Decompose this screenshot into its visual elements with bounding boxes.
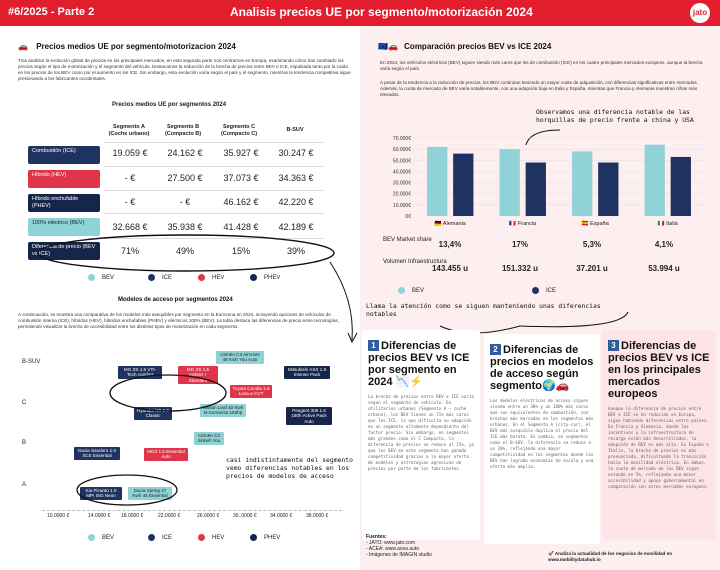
y-tick-label: 50.000€ [392,158,411,165]
bev-dot [398,287,405,294]
model-label: MG ZS 1.5 Hybrid + Standard [178,366,218,384]
model-label: MG3 1.5 Essential Auto [144,448,188,461]
legend-label: ICE [162,275,173,281]
y-tick-label: 30.000€ [392,180,411,187]
share-value: 4,1% [654,240,674,249]
table-cell: 24.162 € [167,148,203,158]
card-3 [602,330,716,540]
y-tick-label: 20.000€ [392,191,411,198]
table-cell: 19.059 € [112,148,148,158]
y-tick-label: 10.000€ [392,202,411,209]
share-value: 17% [511,240,528,249]
legend-label: HEV [212,535,225,541]
bar-ice [598,163,618,216]
model-label: Peugeot 308 1.6 180h Active Pack Auto [286,407,332,425]
model-label: MG ZS 1.5 VTI-Tech comfort [118,366,162,379]
col-header: Segmento A (Coche urbano) [108,124,150,137]
table-cell: 46.162 € [223,197,259,207]
legend-label: PHEV [264,535,281,541]
seg-label: A [22,482,27,488]
x-tick: 34.0000 € [270,513,293,519]
table-cell: 49% [175,246,194,256]
table-cell: 42.220 € [278,197,314,207]
source-item: - JATO: www.jato.com [366,540,415,546]
bar-bev [572,151,592,216]
infra-value: 53.994 u [648,264,680,273]
car-icon: 🚗 [18,42,28,51]
table-cell: 34.363 € [278,173,314,183]
table-cell: 30.247 € [278,148,314,158]
model-label: Citroën C3 Aircross 48 Kwh You Auto [216,351,264,364]
section2-text: A continuación, se muestra una comparativa de los modelos más asequibles por segmento en la Eurozona en 2024, incluyendo opciones de vehículos de combustión interna (ICE), híbridos (HEV), híbridos enchufables (PHEV) y eléctricos 100% (BEV). La tabla destaca las diferencias de precio entre tecnologías, permitiendo visualizar la brecha de accesibilidad entre los distintos tipos de motorización en cada segmento. [18,312,339,329]
card-title: 2 Diferencias de precios en modelos de acceso según segmento🌍🚗 [490,344,594,392]
model-label: Kia Picanto 1.0 MPI ISG Neon [80,487,122,500]
ice-dot [532,287,539,294]
right-section-title: 🇪🇺🚗 Comparación precios BEV vs ICE 2024 [378,42,552,51]
handwritten-note-chart: Observamos una diferencia notable de las horquillas de precio frente a china y USA [536,108,694,124]
table-cell: 41.428 € [223,222,259,232]
model-label: Nissan Leaf 40 Kwh N-Connecta 150hp [200,404,246,417]
sources [366,534,432,558]
share-value: 13,4% [438,240,462,249]
section1-title: 🚗 Precios medios UE por segmento/motorizacion 2024 [18,42,236,51]
seg-label: B-SUV [22,359,41,365]
table-cell: 39% [286,246,305,256]
y-tick-label: 40.000€ [392,169,411,176]
issue-label: #6/2025 - Parte 2 [8,6,95,18]
infra-value: 37.201 u [576,264,608,273]
model-label: Citroën C3 44Kwh You [194,432,224,445]
card-2 [484,334,600,544]
legend-label: BEV [102,275,115,281]
legend-label: PHEV [264,275,281,281]
card-text: La brecha de precios entre BEV e ICE varía según el segmento de vehículo. En utilitarios urbanos (Segmento A – coche urbano), los BEV tienen un 71% más caros que los ICE, lo que dificulta su adopción en un segmento altamente dependiente del factor precio. Sin embargo, en segmentos más grandes como el C Compacto, la diferencia de precios se reduce al 15%, ya que los BEV en este segmento han ganado competitividad gracias a la mayor oferta de modelos y estrategias agresivas de precios por parte de los fabricantes. [368,394,474,471]
y-tick-label: 60.000€ [392,147,411,154]
col-header: Segmento C (Compacto C) [220,124,258,137]
bar-bev [427,147,447,216]
x-tick: 22.0000 € [158,513,181,519]
right-text-1: En 2024, los vehículos eléctricos (BEV) siguen siendo más caros que los de combustión (ICE) en los cuatro principales mercados europeos, aunque la brecha varía según el país. [380,60,703,71]
card-1 [362,330,480,540]
table-cell: 27.500 € [167,173,203,183]
source-item: - Imágenes de IMAGIN studio [366,552,432,558]
card-text: Aunque la diferencia de precios entre BEV e ICE se ha reducido en Europa, sigue habiendo diferencias entre países. En Francia y Alemania, donde los incentivos y la infraestructura de recarga están más desarrollados, la adopción de BEV es más alta. En España e Italia, la brecha de precios es más pronunciada, dificultando la transición hacia la movilidad eléctrica. En ambos, la cuota de mercado de los BEV sigue estando en 5%, reflejando una menor accesibilidad y apoyo gubernamental en comparación con otros mercados europeos. [608,406,709,489]
card-title: 3 Diferencias de precios BEV vs ICE en los principales mercados europeos [608,340,710,400]
x-tick: 10.0000 € [47,513,70,519]
table-title: Precios medios UE por segmentos 2024 [112,102,227,108]
legend-label: HEV [212,275,225,281]
model-label: Hyundai i30 1.0 Classic [134,407,172,420]
table-cell: - € [124,197,136,207]
table-cell: 15% [231,246,250,256]
y-tick-label: 0€ [405,214,411,220]
infra-label: Volumen Infraestructura [383,259,447,265]
legend-label: ICE [162,535,173,541]
table-cell: 71% [120,246,139,256]
card-title: 1 Diferencias de precios BEV vs ICE por segmento en 2024 📉⚡ [368,340,470,388]
section1-text: Tras analizar la evolución global de precios en los principales mercados, en esta segunda parte nos centramos en Europa, examinando cómo han cambiado los precios según el tipo de motorización y el segmento del vehículo. Destacamos la reducción de la brecha de precios entre BEV e ICE, impulsada tanto por la caída en los precios de los BEV como por el aumento en los ICE. Sin embargo, esta evolución varía según el país y el segmento, mientras la tendencia competitiva sigue presionando a los fabricantes occidentales. [18,58,351,81]
legend-label: BEV [412,288,425,294]
card-text: Los modelos eléctricos de acceso siguen siendo entre un 30% y un 100% más caros que sus equivalentes de combustión, con brechas más marcadas en los segmentos más urbanos. En el Segmento A (city-car), el BEV más asequible duplica el precio del ICE más barato. En cambio, en segmentos como el B-SUV, la diferencia se reduce a un 20%, reflejando una mayor competitividad en los segmentos donde los BEV han logrado economías de escala y una oferta más amplia. [490,398,594,469]
bev-ice-bar-chart [380,134,710,232]
table-cell: 37.073 € [223,173,259,183]
row-label-hev: Híbrido (HEV) [28,170,100,188]
x-tick: 18.0000 € [121,513,144,519]
col-header: Segmento B (Compacto B) [164,124,202,137]
table-cell: 35.938 € [167,222,203,232]
bar-ice [526,163,546,216]
x-tick: 38.0000 € [306,513,329,519]
table-cell: 35.927 € [223,148,259,158]
footer-tagline[interactable]: 🚀 Analiza la actualidad de los negocios de movilidad en www.mobilitydatahub.io [548,551,672,562]
x-tick: 30..0000 € [233,513,257,519]
seg-label: C [22,400,27,406]
right-text-2: A pesar de la tendencia a la reducción de precios, los BEV continúan teniendo un mayor coste de adquisición, con diferencias significativas entre mercados. Además, la cuota de mercado de BEV varía notablemente, con una adopción baja en Italia y España, mientras que Francia y Alemania muestran cifras más elevadas. [380,80,698,97]
page-title: Analisis precios UE por segmento/motorización 2024 [230,5,533,19]
x-category-label: 🇫🇷 Francia [509,221,537,227]
x-category-label: 🇪🇸 España [581,221,609,227]
infra-value: 151.332 u [501,264,539,273]
x-category-label: 🇩🇪 Alemania [434,221,466,227]
x-tick: 14.0000 € [88,513,111,519]
legend-label: BEV [102,535,115,541]
col-header: B-SUV [286,127,304,133]
brand-logo: jato [690,3,710,23]
handwritten-note-segments: casi indistintamente del segmento vemo diferencias notables en los precios de modelos de acceso [226,456,353,480]
infra-value: 143.455 u [431,264,469,273]
bar-ice [671,157,691,216]
model-label: Dacia Spring 27 Kwh 45 Essential [128,487,172,500]
eu-flag-icon: 🇪🇺🚗 [378,42,398,51]
row-label-bev: 100% eléctrico (BEV) [28,218,100,236]
handwritten-note-right: Llama la atención como se siguen manteniendo unas diferencias notables [366,302,601,318]
bar-ice [453,154,473,216]
table-cell: - € [179,197,191,207]
table-cell: 42.189 € [278,222,314,232]
table-cell: - € [124,173,136,183]
x-category-label: 🇮🇹 Italia [657,221,678,227]
bar-bev [500,149,520,216]
row-label-ice: Combustión (ICE) [28,146,100,164]
model-label: Mitsubishi ASX 1.6 Intense Pack [284,366,330,379]
bar-bev [645,145,665,216]
legend-label: ICE [546,288,557,294]
section2-title: Modelos de acceso por segmentos 2024 [118,297,233,303]
row-label-diff: Diferencia de precio (BEV vs ICE) [28,242,100,260]
y-tick-label: 70.000€ [392,136,411,142]
seg-label: B [22,440,27,446]
sources-title: Fuentes: [366,534,387,540]
x-tick: 26.0000 € [197,513,220,519]
model-label: Toyota Corolla 1.8 Luna e-CVT [230,385,272,398]
share-value: 5,3% [582,240,602,249]
table-cell: 32.668 € [112,222,148,232]
model-label: Dacia Sandero 1.0 SCE Essential [74,447,120,460]
market-share-label: BEV Market share [383,237,432,243]
source-item: - ACEA: www.acea.auto [366,546,420,552]
row-label-phev: Híbrido enchufable (PHEV) [28,194,100,212]
